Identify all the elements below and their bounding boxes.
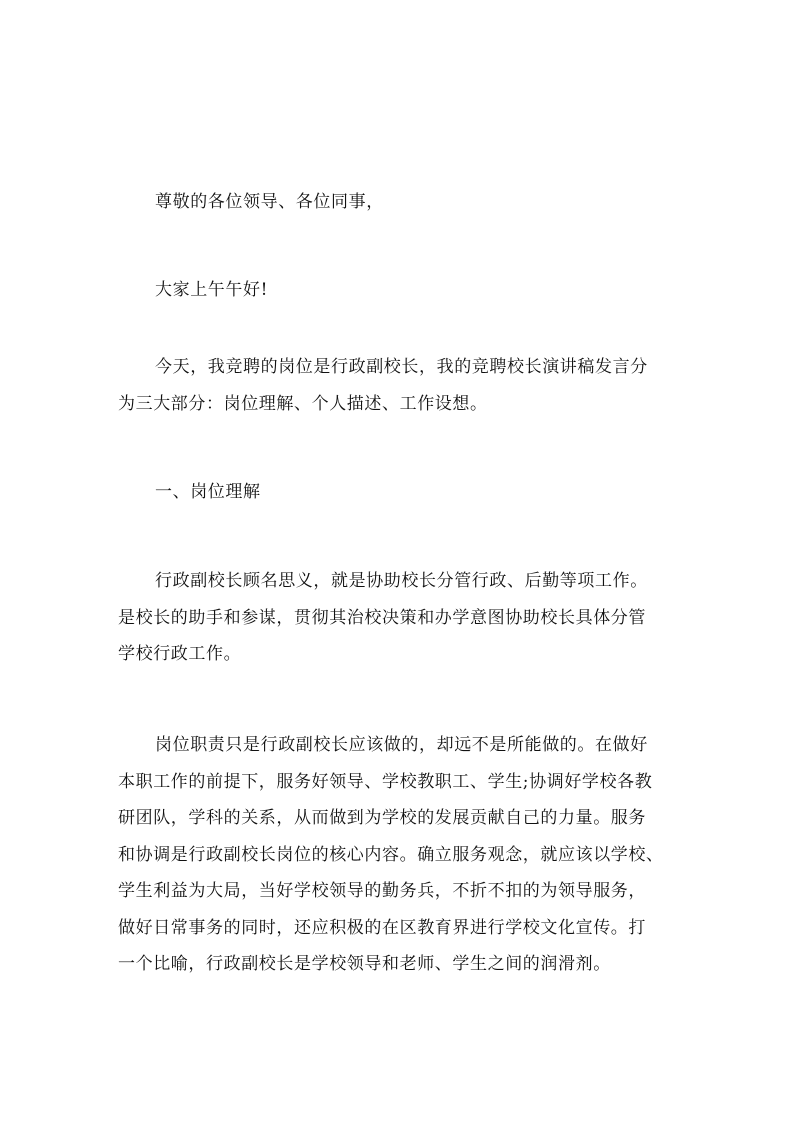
greeting-paragraph xyxy=(118,184,678,221)
section-heading xyxy=(118,474,678,511)
text-line: 做好日常事务的同时，还应积极的在区教育界进行学校文化宣传。打 xyxy=(118,917,646,938)
text-line: 学生利益为大局，当好学校领导的勤务兵，不折不扣的为领导服务， xyxy=(118,881,646,901)
text-line: 一个比喻，行政副校长是学校领导和老师、学生之间的润滑剂。 xyxy=(118,954,611,974)
text-line: 岗位职责只是行政副校长应该做的，却远不是所能做的。在做好 xyxy=(155,735,648,755)
salutation-paragraph xyxy=(118,272,678,309)
text-line: 本职工作的前提下，服务好领导、学校教职工、学生;协调好学校各教 xyxy=(118,771,653,792)
text-line: 和协调是行政副校长岗位的核心内容。确立服务观念，就应该以学校、 xyxy=(118,844,664,865)
role-definition-paragraph xyxy=(118,563,678,673)
text-line: 大家上午午好! xyxy=(155,280,269,300)
text-line: 今天，我竞聘的岗位是行政副校长，我的竞聘校长演讲稿发言分 xyxy=(155,357,648,377)
intro-paragraph xyxy=(118,349,678,422)
text-line: 为三大部分：岗位理解、个人描述、工作设想。 xyxy=(118,393,488,414)
text-line: 学校行政工作。 xyxy=(118,644,242,664)
text-line: 是校长的助手和参谋，贯彻其治校决策和办学意图协助校长具体分管 xyxy=(118,607,646,628)
text-line: 研团队，学科的关系，从而做到为学校的发展贡献自己的力量。服务 xyxy=(118,808,646,828)
role-duties-paragraph xyxy=(118,727,678,983)
text-line: 行政副校长顾名思义，就是协助校长分管行政、后勤等项工作。 xyxy=(155,571,648,591)
text-line: 一、岗位理解 xyxy=(155,482,261,502)
text-line: 尊敬的各位领导、各位同事， xyxy=(155,192,384,212)
